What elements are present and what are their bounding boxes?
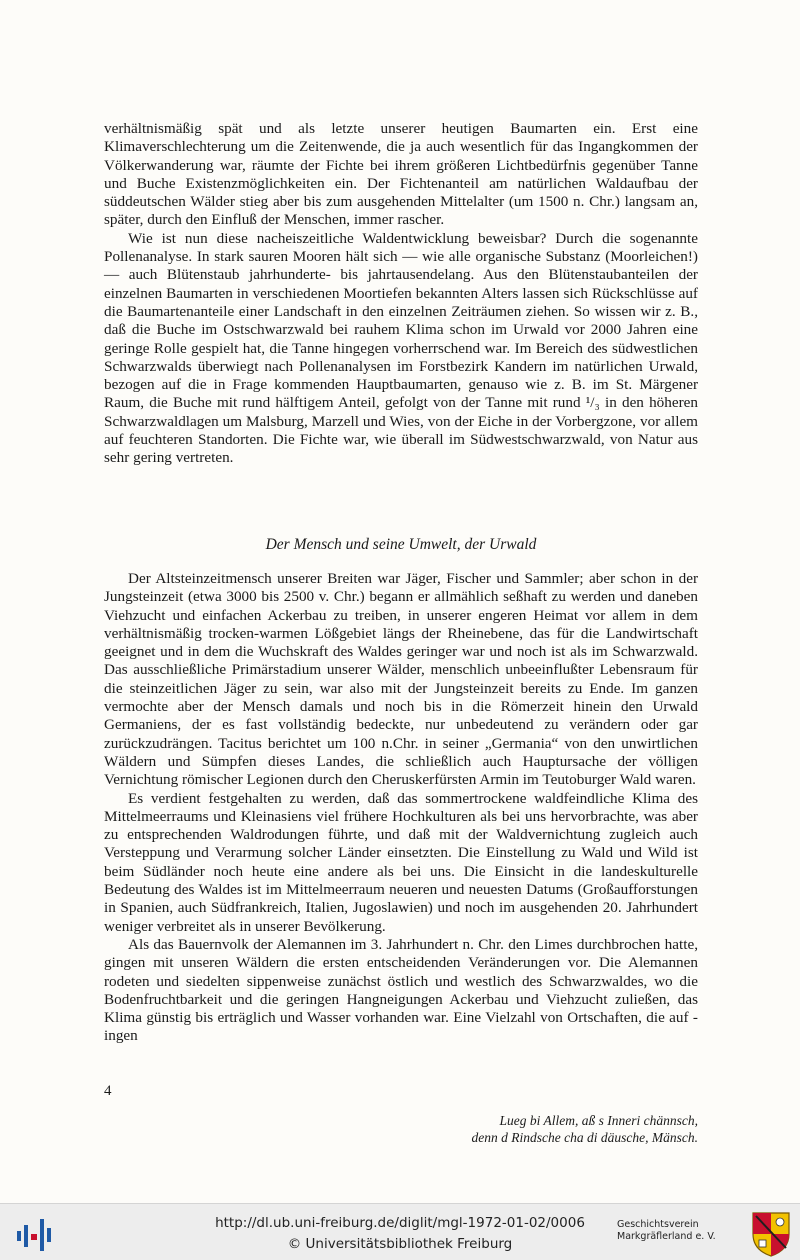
footer-center xyxy=(180,1213,620,1255)
motto-line: denn d Rindsche cha di däusche, Mänsch. xyxy=(471,1130,698,1145)
ub-freiburg-logo-icon[interactable] xyxy=(14,1214,54,1254)
source-url-link[interactable]: http://dl.ub.uni-freiburg.de/diglit/mgl-1972-01-02/0006 xyxy=(215,1215,585,1231)
paragraph: Es verdient festgehalten zu werden, daß das sommertrockene waldfeindliche Klima des Mittelmeerraums und Kleinasiens viel frühere Hochkulturen als bei uns hervorbrachte, was aber zu entsprechenden Waldrodungen führte, und daß mit der Waldvernichtung zugleich auch Versteppung und Verarmung solcher Länder einsetzten. Die Einstellung zu Wald und Wild ist beim Südländer noch heute eine andere als bei uns. Die Einsicht in die landeskulturelle Bedeutung des Waldes ist im Mittelmeerraum neueren und neuesten Datums (Großaufforstungen in Spanien, auch Südfrankreich, Italien, Jugoslawien) und noch im ausgehenden 20. Jahrhundert weniger verbreitet als in unserer Bevölkerung. xyxy=(104,789,698,935)
paragraph: Als das Bauernvolk der Alemannen im 3. Jahrhundert n. Chr. den Limes durchbrochen hatte, gingen mit unseren Wäldern die ersten entscheidenden Veränderungen vor. Die Alemannen rodeten und siedelten sippenweise zunächst östlich und westlich des Schwarzwaldes, wo die Bodenfruchtbarkeit und die geringen Hangneigungen Ackerbau und Viehzucht zuließen, das Klima günstig bis erträglich und Wasser vorhanden war. Eine Vielzahl von Ortschaften, die auf -ingen xyxy=(104,935,698,1045)
page-number: 4 xyxy=(104,1083,112,1099)
text-block-top xyxy=(104,120,698,468)
motto-line: Lueg bi Allem, aß s Inneri chännsch, xyxy=(499,1113,698,1128)
paragraph: Wie ist nun diese nacheiszeitliche Waldentwicklung beweisbar? Durch die sogenannte Pollenanalyse. In stark sauren Mooren hält sich — wie alle organische Substanz (Moorleichen!) — auch Blütenstaub jahrhunderte- bis jahrtausendelang. Aus den Blütenstaubanteilen der einzelnen Baumarten in verschiedenen Moortiefen bekannten Alters lassen sich Rückschlüsse auf die Baumartenanteile einer Landschaft in den einzelnen Zeiträumen ziehen. So wissen wir z. B., daß die Buche im Ostschwarzwald bei rauhem Klima schon im Urwald vor 2000 Jahren eine geringe Rolle gespielt hat, die Tanne hingegen vorherrschend war. Im Bereich des südwestlichen Schwarzwalds überwiegt nach Pollenanalysen im Forstbezirk Kandern im natürlichen Urwald, bezogen auf die in Frage kommenden Hauptbaumarten, genauso wie z. B. im St. Märgener Raum, die Buche mit rund hälftigem Anteil, gefolgt von der Tanne mit rund ¹/₃ in den höheren Schwarzwaldlagen um Malsburg, Marzell und Wies, von der Eiche in der Vorbergzone, vor allem auf feuchteren Standorten. Die Fichte war, wie überall im Südwestschwarzwald, von Natur aus sehr gering vertreten. xyxy=(104,229,698,467)
paragraph: Der Altsteinzeitmensch unserer Breiten war Jäger, Fischer und Sammler; aber schon in der Jungsteinzeit (etwa 3000 bis 2500 v. Chr.) begann er allmählich seßhaft zu werden und daneben Viehzucht und einfachen Ackerbau zu treiben, in unserer engeren Heimat vor allem in dem verhältnismäßig trocken-warmen Lößgebiet längs der Rheinebene, das für die Landwirtschaft geeignet und in dem die Wuchskraft des Waldes geringer war und noch ist als im Schwarzwald. Das ausschließliche Primärstadium unserer Wälder, menschlich unbeeinflußter Lebensraum für die steinzeitlichen Jäger zu sein, war also mit der Jungsteinzeit bereits zu Ende. Im ganzen vermochte aber der Mensch damals und noch bis in die Römerzeit hinein den Urwald Germaniens, der es fast vollständig bedeckte, nur unbedeutend zu verändern oder gar zurückzudrängen. Tacitus berichtet um 100 n.Chr. in seiner „Germania“ von den unwirtlichen Wäldern und Sümpfen dieses Landes, die schließlich auch Hauptursache der völligen Vernichtung römischer Legionen durch den Cheruskerfürsten Armin im Teutoburger Wald waren. xyxy=(104,570,698,789)
coat-of-arms-icon[interactable] xyxy=(750,1210,792,1258)
paragraph: verhältnismäßig spät und als letzte unserer heutigen Baumarten ein. Erst eine Klimaverschlechterung um die Zeitenwende, die ja auch wesentlich für das Ingangkommen der Völkerwanderung war, räumte der Fichte bei ihrem größeren Lichtbedürfnis gegenüber Tanne und Buche Existenzmöglichkeiten ein. Der Fichtenanteil am natürlichen Waldaufbau der süddeutschen Wälder stieg aber bis zum ausgehenden Mittelalter (um 1500 n. Chr.) langsam an, später, durch den Einfluß der Menschen, immer rascher. xyxy=(104,120,698,229)
motto xyxy=(378,1112,698,1146)
organization-line: Markgräflerland e. V. xyxy=(617,1231,716,1242)
organization-name xyxy=(617,1219,747,1243)
text-block-bottom xyxy=(104,570,698,1046)
section-heading: Der Mensch und seine Umwelt, der Urwald xyxy=(265,536,537,553)
footer-bar xyxy=(0,1203,800,1260)
organization-line: Geschichtsverein xyxy=(617,1219,699,1230)
copyright-text: © Universitätsbibliothek Freiburg xyxy=(287,1236,513,1252)
